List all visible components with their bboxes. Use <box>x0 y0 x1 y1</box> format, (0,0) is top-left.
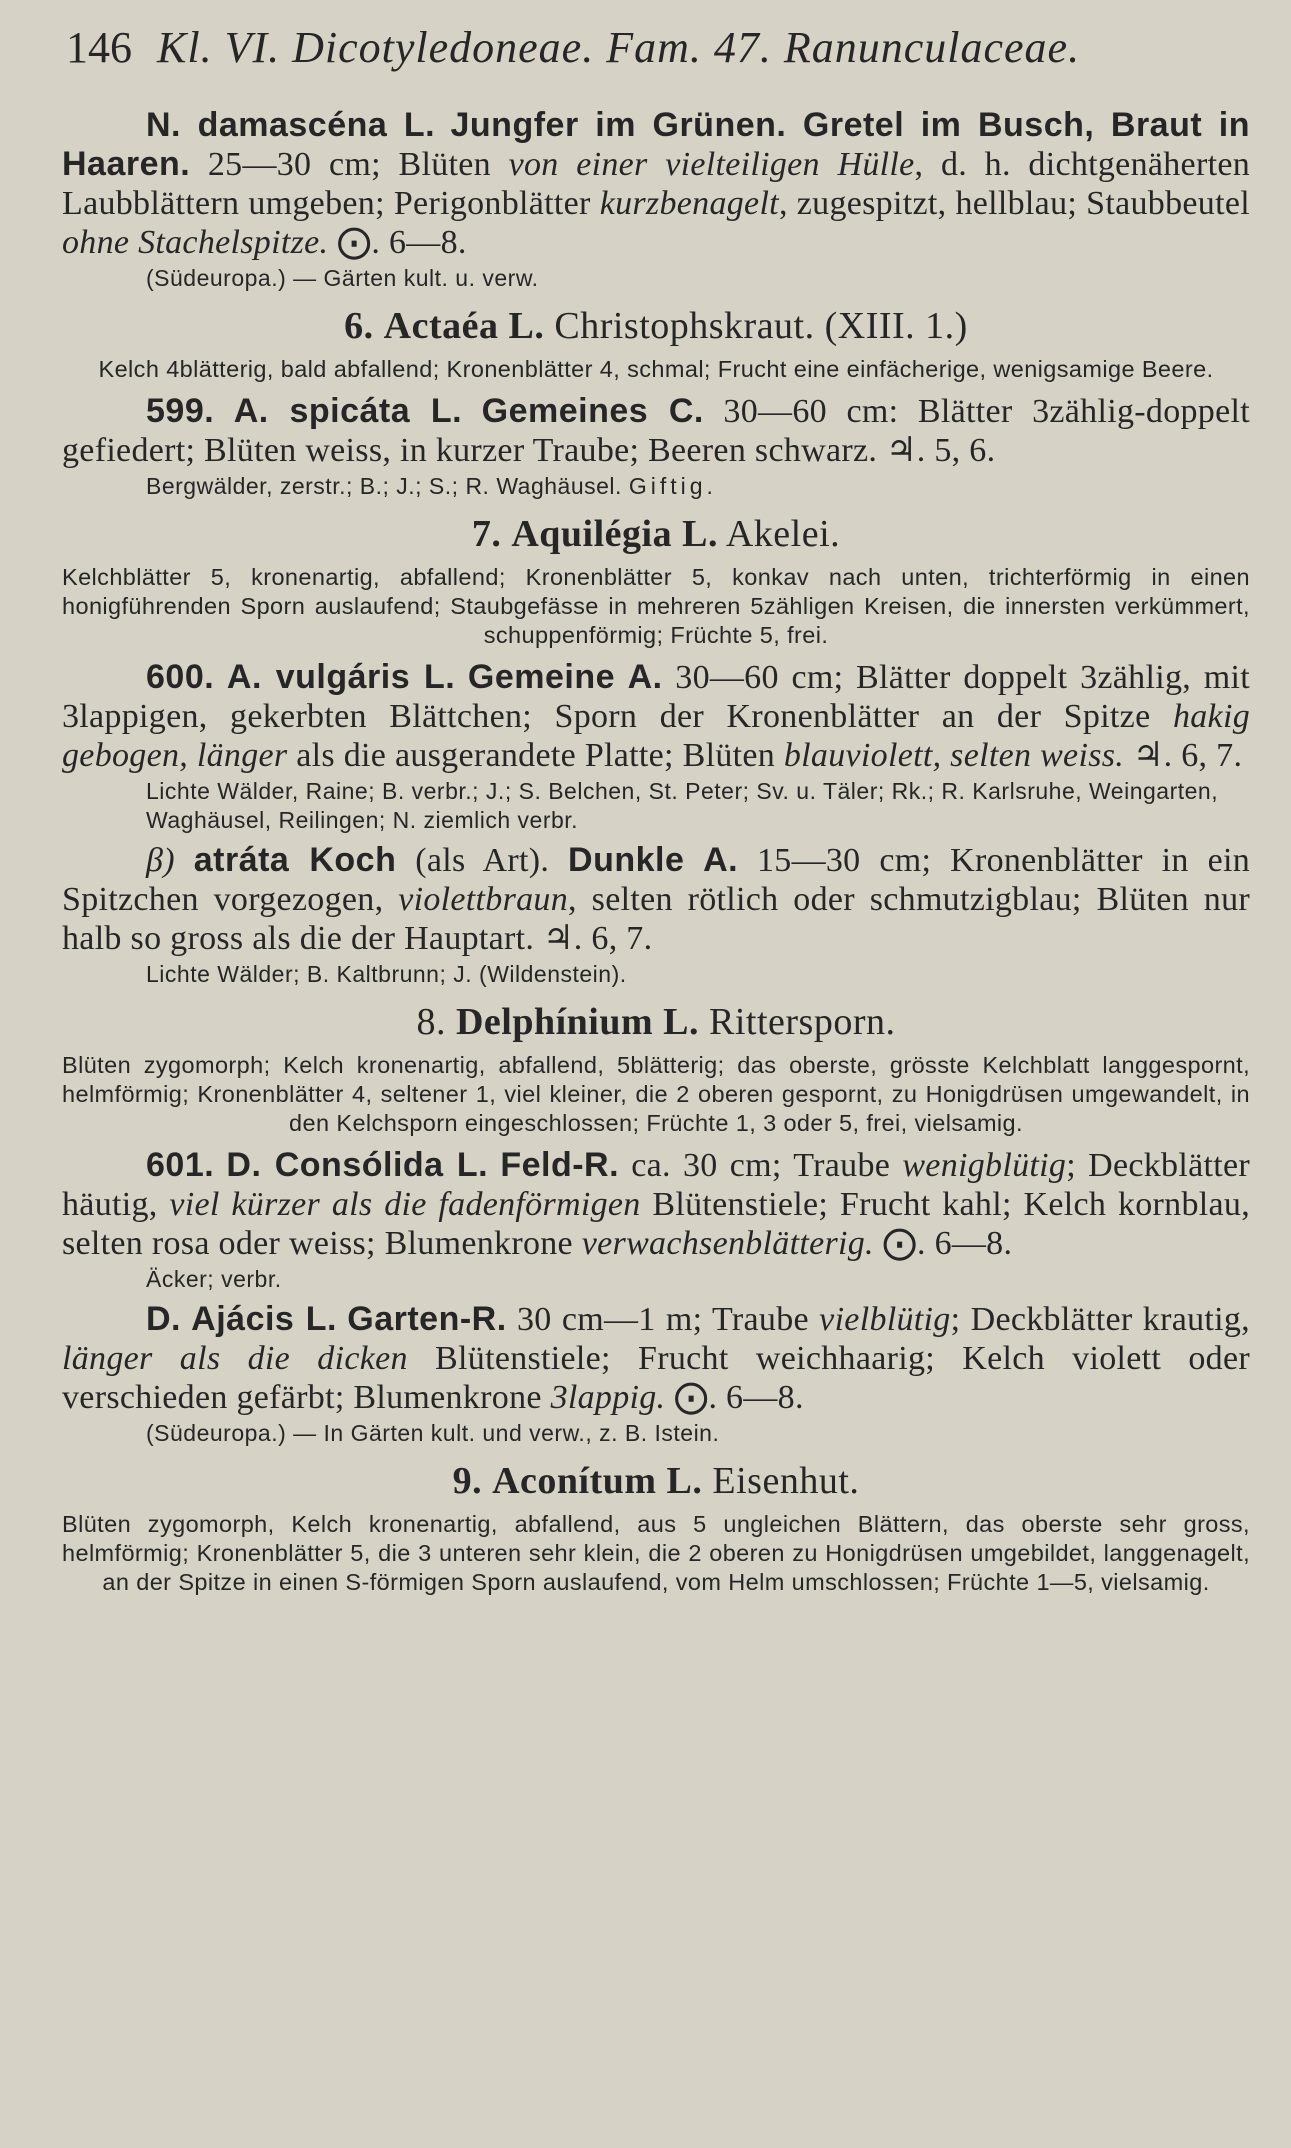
description-italic: kurzbenagelt <box>599 185 779 222</box>
description-italic: vielblütig <box>819 1301 951 1338</box>
species-entry-601 <box>62 1146 1250 1263</box>
genus-common-name: Eisenhut. <box>712 1460 860 1502</box>
genus-description: Kelch 4blätterig, bald abfallend; Kronenblätter 4, schmal; Frucht eine einfächerige, wenigsamige Beere. <box>98 356 1214 382</box>
description-italic: hakig gebogen, länger <box>62 698 1250 774</box>
description-text: ⨀. 6—8. <box>328 224 467 261</box>
species-name: D. Consólida L. <box>226 1146 489 1184</box>
genus-description: Kelchblätter 5, kronenartig, abfallend; Kronenblätter 5, konkav nach unten, trichterförmig in einen honigführenden Sporn auslaufend; Staubgefässe in mehreren 5zähligen Kreisen, die innersten verkümmert, schuppenförmig; Früchte 5, frei. <box>62 564 1250 648</box>
common-name: Jungfer im Grünen. Gretel im Busch, Braut in Haaren. <box>62 106 1250 183</box>
description-italic: 3lappig. <box>550 1379 666 1416</box>
genus-heading-actaea <box>62 301 1250 351</box>
description-text: ⨀. 6—8. <box>665 1379 804 1416</box>
species-entry-600 <box>62 658 1250 775</box>
genus-name: Aquilégia L. <box>511 513 718 555</box>
species-name: N. damascéna L. <box>146 106 436 144</box>
description-text: 15—30 cm; Kronenblätter in ein Spitzchen vorgezogen, <box>62 842 1251 918</box>
genus-number: 6. <box>344 305 374 347</box>
description-italic: blauviolett, selten weiss. <box>783 737 1125 774</box>
description-text: 30—60 cm: Blätter 3zählig-doppelt gefiedert; Blüten weiss, in kurzer Traube; Beeren schwarz. ♃. 5, 6. <box>62 393 1250 469</box>
common-name: Dunkle A. <box>568 841 739 879</box>
species-name: A. vulgáris L. <box>226 658 456 696</box>
variety-name: atráta Koch <box>193 841 397 879</box>
genus-heading-aquilegia <box>62 509 1250 559</box>
distribution-note <box>62 472 1250 501</box>
description-text: als die ausgerandete Platte; Blüten <box>287 737 784 774</box>
description-text: ; Deckblätter krautig, <box>950 1301 1250 1338</box>
description-text: , zugespitzt, hellblau; Staubbeutel <box>778 185 1250 222</box>
description-text: 25—30 cm; Blüten <box>190 146 509 183</box>
description-italic: wenigblütig <box>902 1147 1067 1184</box>
distribution-note: (Südeuropa.) — Gärten kult. u. verw. <box>146 265 539 291</box>
description-text: 30—60 cm; Blätter doppelt 3zählig, mit 3lappigen, gekerbten Blättchen; Sporn der Kronenblätter an der Spitze <box>62 659 1251 735</box>
running-title: Kl. VI. Dicotyledoneae. Fam. 47. Ranunculaceae. <box>157 23 1081 72</box>
distribution-note: Lichte Wälder; B. Kaltbrunn; J. (Wildenstein). <box>146 961 627 987</box>
species-entry-ajacis <box>62 1300 1250 1417</box>
description-italic: viel kürzer als die fadenförmigen <box>169 1186 641 1223</box>
genus-name: Actaéa L. <box>383 305 545 347</box>
description-text: ca. 30 cm; Traube <box>619 1147 903 1184</box>
species-entry-599 <box>62 392 1250 470</box>
genus-name: Delphínium L. <box>455 1001 700 1043</box>
description-text: ⨀. 6—8. <box>873 1225 1013 1262</box>
genus-common-name: Rittersporn. <box>709 1001 896 1043</box>
genus-number: 9. <box>452 1460 483 1502</box>
description-text: , d. h. dichtgenäherten Laubblättern umgeben; Perigonblätter <box>62 146 1251 222</box>
genus-name: Aconítum L. <box>492 1460 703 1502</box>
species-name: A. spicáta L. <box>233 392 463 430</box>
species-entry-nigella-damascena <box>62 106 1250 262</box>
genus-heading-aconitum <box>62 1456 1250 1506</box>
genus-heading-delphinium <box>62 997 1250 1047</box>
description-text: ♃. 6, 7. <box>1124 737 1243 774</box>
genus-number: 7. <box>471 513 502 555</box>
description-text: , selten rötlich oder schmutzigblau; Blüten nur halb so gross als die der Hauptart. ♃. 6, 7. <box>62 881 1250 957</box>
description-italic: violettbraun <box>398 881 569 918</box>
genus-common-name: Christophskraut. (XIII. 1.) <box>554 305 968 347</box>
description-italic: ohne Stachelspitze. <box>62 224 329 261</box>
species-number: 599. <box>146 392 215 430</box>
distribution-note: Lichte Wälder, Raine; B. verbr.; J.; S. Belchen, St. Peter; Sv. u. Täler; Rk.; R. Karlsruhe, Weingarten, Waghäusel, Reilingen; N. ziemlich verbr. <box>146 778 1219 833</box>
genus-description: Blüten zygomorph; Kelch kronenartig, abfallend, 5blätterig; das oberste, grösste Kelchblatt langgespornt, helmförmig; Kronenblätter 4, seltener 1, viel kleiner, die 2 oberen gespornt, zu Honigdrüsen umgewandelt, in den Kelchsporn eingeschlossen; Früchte 1, 3 oder 5, frei, vielsamig. <box>62 1052 1250 1136</box>
running-header <box>66 18 1236 78</box>
page-body <box>62 106 1250 1605</box>
description-text: Blütenstiele; Frucht kahl; Kelch kornblau, selten rosa oder weiss; Blumenkrone <box>62 1186 1250 1262</box>
description-text: Blütenstiele; Frucht weichhaarig; Kelch violett oder verschieden gefärbt; Blumenkrone <box>62 1340 1250 1416</box>
species-name: D. Ajácis L. <box>146 1300 337 1338</box>
description-italic: verwachsenblätterig. <box>581 1225 874 1262</box>
species-number: 601. <box>146 1146 215 1184</box>
description-text: ; Deckblätter häutig, <box>62 1147 1251 1223</box>
note-text: Bergwälder, zerstr.; B.; J.; S.; R. Waghäusel. <box>146 473 622 499</box>
page-number: 146 <box>66 23 132 72</box>
common-name: Feld-R. <box>500 1146 620 1184</box>
description-text: (als Art). <box>396 842 569 879</box>
common-name: Gemeine A. <box>467 658 663 696</box>
common-name: Gemeines C. <box>481 392 704 430</box>
distribution-note: (Südeuropa.) — In Gärten kult. und verw., z. B. Istein. <box>146 1420 720 1446</box>
genus-description: Blüten zygomorph, Kelch kronenartig, abfallend, aus 5 ungleichen Blättern, das oberste sehr gross, helmförmig; Kronenblätter 5, die 3 unteren sehr klein, die 2 oberen zu Honigdrüsen umgebildet, langgenagelt, an der Spitze in einen S-förmigen Sporn auslaufend, vom Helm umschlossen; Früchte 1—5, vielsamig. <box>62 1511 1250 1595</box>
variety-entry-atrata <box>62 841 1250 958</box>
species-number: 600. <box>146 658 215 696</box>
toxicity-note: Giftig. <box>628 473 717 499</box>
genus-number: 8. <box>416 1001 446 1043</box>
common-name: Garten-R. <box>347 1300 507 1338</box>
description-italic: länger als die dicken <box>62 1340 408 1377</box>
genus-common-name: Akelei. <box>725 513 841 555</box>
description-text: 30 cm—1 m; Traube <box>506 1301 820 1338</box>
distribution-note: Äcker; verbr. <box>146 1266 282 1292</box>
description-italic: von einer vielteiligen Hülle <box>508 146 915 183</box>
variety-marker: β) <box>146 842 175 879</box>
